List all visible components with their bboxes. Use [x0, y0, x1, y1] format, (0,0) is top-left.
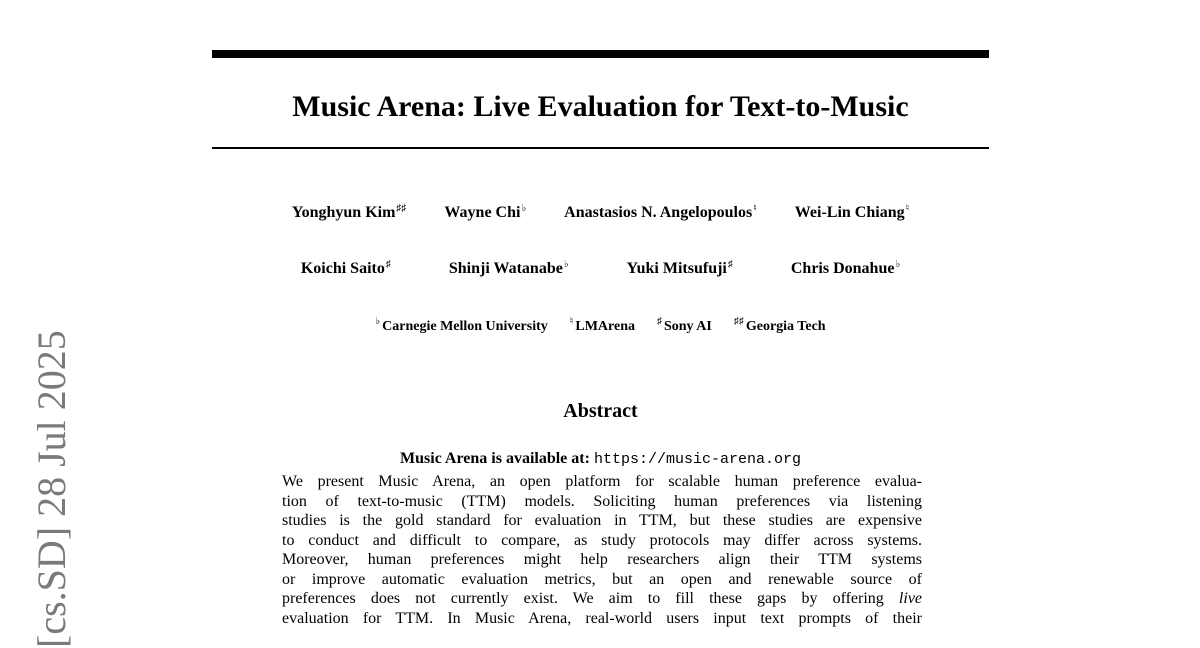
affiliation: ♮ LMArena — [569, 316, 635, 334]
availability-link[interactable]: https://music-arena.org — [593, 451, 801, 468]
abstract-line: We present Music Arena, an open platform for scalable human preference evalua- — [282, 473, 922, 490]
author: Koichi Saito♯ — [300, 259, 391, 277]
arxiv-sidebar-stamp: [cs.SD] 28 Jul 2025 — [29, 330, 74, 648]
abstract-line: or improve automatic evaluation metrics, but an open and renewable source of — [282, 570, 922, 588]
abstract-body — [282, 472, 922, 628]
abstract-heading: Abstract — [563, 400, 638, 422]
affiliation: ♯ Sony AI — [656, 316, 712, 334]
author: Wei-Lin Chiang♮ — [794, 203, 910, 221]
abstract-line: studies is the gold standard for evaluation in TTM, but these studies are expensive — [282, 512, 922, 529]
title-bottom-rule — [212, 147, 989, 149]
availability-line — [212, 450, 989, 468]
abstract-line: to conduct and difficult to compare, as study protocols may differ across systems. — [282, 531, 922, 549]
abstract-line: Moreover, human preferences might help researchers align their TTM systems — [282, 551, 922, 568]
author: Yuki Mitsufuji♯ — [626, 259, 733, 277]
author: Yonghyun Kim♯♯ — [291, 203, 407, 221]
author: Anastasios N. Angelopoulos♮ — [564, 203, 757, 221]
affiliation: ♯♯ Georgia Tech — [733, 316, 826, 334]
abstract-line: evaluation for TTM. In Music Arena, real-world users input text prompts of their — [282, 609, 922, 627]
title-top-rule — [212, 50, 989, 58]
affiliations — [212, 316, 989, 335]
affiliation: ♭ Carnegie Mellon University — [375, 316, 548, 334]
abstract-line: tion of text-to-music (TTM) models. Soliciting human preferences via listening — [282, 492, 922, 510]
availability-label: Music Arena is available at: — [400, 450, 590, 467]
author: Chris Donahue♭ — [790, 259, 901, 277]
abstract-line: preferences does not currently exist. We aim to fill these gaps by offering live — [282, 590, 923, 607]
paper-title: Music Arena: Live Evaluation for Text-to-Music — [292, 90, 909, 123]
author: Shinji Watanabe♭ — [448, 259, 569, 277]
author: Wayne Chi♭ — [444, 203, 527, 221]
authors-row-1 — [212, 203, 989, 222]
authors-row-2 — [212, 259, 989, 278]
abstract-italic-word: live — [898, 590, 923, 607]
